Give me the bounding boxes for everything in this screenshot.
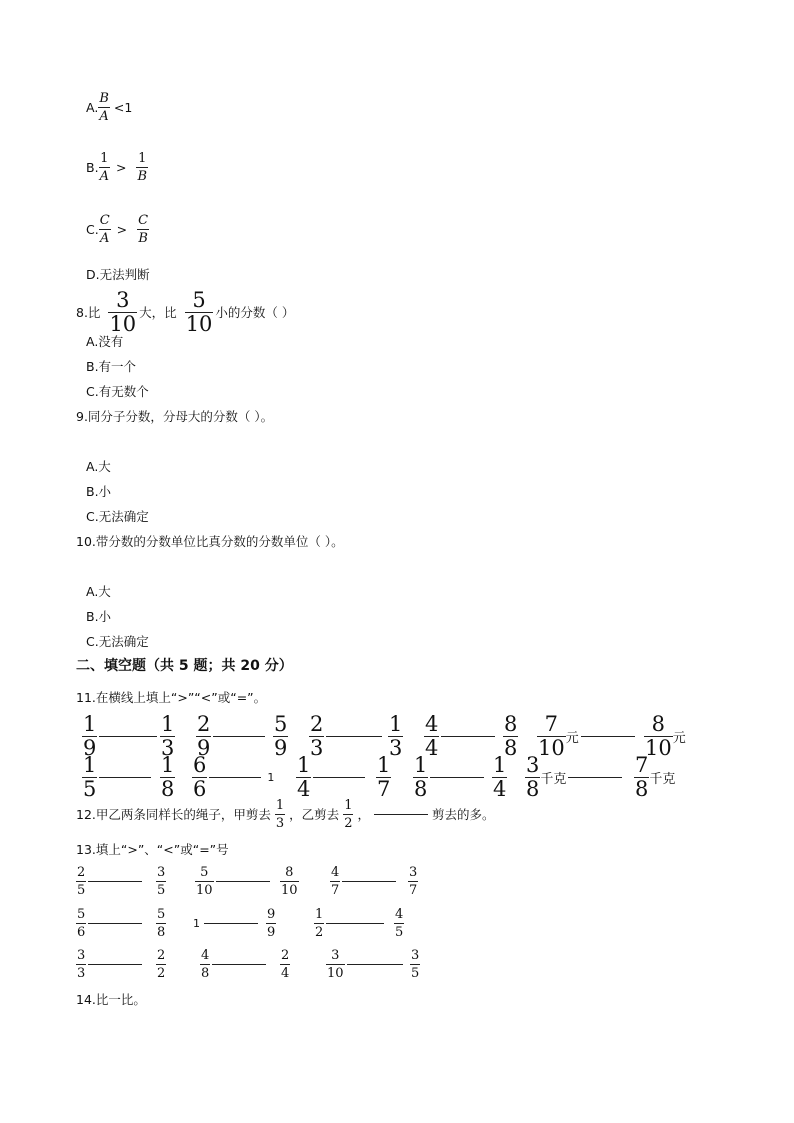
q11-item xyxy=(492,755,507,800)
fraction: $\frac{1}{2}$ xyxy=(315,907,324,940)
q14-stem: 14.比一比。 xyxy=(76,992,146,1007)
fraction: $\frac{1}{8}$ xyxy=(161,753,175,801)
answer-blank[interactable] xyxy=(374,814,428,815)
q9-option-b: B.小 xyxy=(86,484,112,499)
answer-blank[interactable] xyxy=(216,881,270,882)
fraction: $\frac{5}{8}$ xyxy=(157,907,166,940)
fraction: $\frac{7}{8}$ xyxy=(635,753,649,801)
fraction: $\frac{1}{4}$ xyxy=(297,753,311,801)
q11-item xyxy=(273,714,288,759)
fraction: $\frac{2}{4}$ xyxy=(281,948,290,981)
q13-item xyxy=(408,866,418,897)
q13-item xyxy=(76,866,142,897)
fraction: $\frac{1}{8}$ xyxy=(414,753,428,801)
fraction: $\frac{6}{6}$ xyxy=(193,753,207,801)
fraction: $\frac{4}{8}$ xyxy=(201,948,210,981)
q11-item xyxy=(196,714,265,759)
q11-item xyxy=(376,755,391,800)
q11-item: $\frac{3}{8}$ 千克 xyxy=(525,755,622,800)
q11-item xyxy=(413,755,484,800)
q11-item xyxy=(160,755,175,800)
fraction: $\frac{1}{3}$ xyxy=(389,712,403,760)
fraction: $\frac{1}{4}$ xyxy=(493,753,507,801)
q11-item xyxy=(388,714,403,759)
answer-blank[interactable] xyxy=(581,736,635,737)
answer-blank[interactable] xyxy=(88,923,142,924)
q10-option-a: A.大 xyxy=(86,584,111,599)
answer-blank[interactable] xyxy=(204,923,258,924)
q13-item xyxy=(200,949,266,980)
q8-stem: 8.比 $\frac{3}{10}$ 大，比 $\frac{5}{10}$ 小的分数（ ） xyxy=(76,288,295,336)
q8-option-b: B.有一个 xyxy=(86,359,137,374)
q11-item xyxy=(309,714,382,759)
q11-item xyxy=(296,755,365,800)
fraction: $\frac{4}{7}$ xyxy=(331,865,340,898)
fraction: $\frac{1}{9}$ xyxy=(83,712,97,760)
q13-item xyxy=(76,949,142,980)
fraction: $\frac{5}{10}$ xyxy=(196,865,213,898)
fraction: $\frac{2}{2}$ xyxy=(157,948,166,981)
answer-blank[interactable] xyxy=(342,881,396,882)
fraction: $\frac{8}{8}$ xyxy=(504,712,518,760)
fraction: $\frac{3}{5}$ xyxy=(157,865,166,898)
fraction: $\frac{3}{7}$ xyxy=(409,865,418,898)
fraction: $\frac{1}{3}$ xyxy=(161,712,175,760)
fraction: $\frac{C}{B}$ xyxy=(138,213,149,246)
answer-blank[interactable] xyxy=(347,964,403,965)
q11-item xyxy=(82,755,151,800)
q13-item xyxy=(76,908,142,939)
answer-blank[interactable] xyxy=(326,923,384,924)
fraction: $\frac{2}{9}$ xyxy=(197,712,211,760)
answer-blank[interactable] xyxy=(568,777,622,778)
answer-blank[interactable] xyxy=(430,777,484,778)
q10-option-b: B.小 xyxy=(86,609,112,624)
fraction: $\frac{1}{5}$ xyxy=(83,753,97,801)
q13-item xyxy=(156,866,166,897)
q13-item xyxy=(195,866,270,897)
q12-stem: 12.甲乙两条同样长的绳子，甲剪去 $\frac{1}{3}$ ，乙剪去 $\frac{1}{2}$ ， 剪去的多。 xyxy=(76,798,495,831)
q13-item xyxy=(156,908,166,939)
q9-option-c: C.无法确定 xyxy=(86,509,149,524)
q11-item: $\frac{8}{10}$ 元 xyxy=(645,712,686,760)
fraction: $\frac{5}{6}$ xyxy=(77,907,86,940)
fraction: $\frac{B}{A}$ xyxy=(99,91,109,124)
answer-blank[interactable] xyxy=(209,777,261,778)
q9-option-a: A.大 xyxy=(86,459,111,474)
q10-stem: 10.带分数的分数单位比真分数的分数单位（ ）。 xyxy=(76,534,344,549)
q7-option-a: A. $\frac{B}{A}$ <1 xyxy=(86,91,133,124)
answer-blank[interactable] xyxy=(88,964,142,965)
q8-option-c: C.有无数个 xyxy=(86,384,149,399)
q13-item xyxy=(280,866,299,897)
fraction: $\frac{3}{8}$ xyxy=(526,753,540,801)
fraction: $\frac{5}{10}$ xyxy=(185,288,213,336)
answer-blank[interactable] xyxy=(99,736,157,737)
fraction: $\frac{7}{10}$ xyxy=(538,712,565,760)
answer-blank[interactable] xyxy=(212,964,266,965)
answer-blank[interactable] xyxy=(99,777,151,778)
q13-item: 1 xyxy=(193,917,258,930)
q13-item xyxy=(314,908,384,939)
q13-stem: 13.填上“>”、“<”或“=”号 xyxy=(76,842,229,857)
answer-blank[interactable] xyxy=(441,736,495,737)
fraction: $\frac{1}{2}$ xyxy=(344,798,353,831)
fraction: $\frac{4}{4}$ xyxy=(425,712,439,760)
fraction: $\frac{3}{10}$ xyxy=(109,288,137,336)
q13-item xyxy=(280,949,290,980)
q13-item xyxy=(394,908,404,939)
q7-option-c: C. $\frac{C}{A}$ > $\frac{C}{B}$ xyxy=(86,213,149,246)
section-heading: 二、填空题（共 5 题；共 20 分） xyxy=(76,658,293,674)
fraction: $\frac{2}{3}$ xyxy=(310,712,324,760)
q8-option-a: A.没有 xyxy=(86,334,124,349)
fraction: $\frac{1}{3}$ xyxy=(275,798,285,831)
fraction: $\frac{1}{7}$ xyxy=(377,753,391,801)
q11-item: $\frac{7}{10}$ 元 xyxy=(537,714,635,759)
q7-option-d: D.无法判断 xyxy=(86,267,150,282)
q10-option-c: C.无法确定 xyxy=(86,634,149,649)
fraction: $\frac{4}{5}$ xyxy=(395,907,404,940)
q11-item: $\frac{6}{6}$ 1 xyxy=(193,753,275,801)
fraction: $\frac{2}{5}$ xyxy=(77,865,86,898)
answer-blank[interactable] xyxy=(88,881,142,882)
fraction: $\frac{9}{9}$ xyxy=(267,907,276,940)
q13-item xyxy=(330,866,396,897)
fraction: $\frac{3}{10}$ xyxy=(327,948,344,981)
fraction: $\frac{3}{3}$ xyxy=(77,948,86,981)
fraction: $\frac{1}{A}$ xyxy=(99,151,109,184)
answer-blank[interactable] xyxy=(313,777,365,778)
fraction: $\frac{8}{10}$ xyxy=(281,865,298,898)
fraction: $\frac{C}{A}$ xyxy=(99,213,110,246)
q13-item xyxy=(326,949,403,980)
fraction: $\frac{3}{5}$ xyxy=(411,948,420,981)
q9-stem: 9.同分子分数，分母大的分数（ ）。 xyxy=(76,409,274,424)
fraction: $\frac{5}{9}$ xyxy=(274,712,288,760)
fraction: $\frac{8}{10}$ xyxy=(645,712,672,760)
q11-item xyxy=(424,714,495,759)
q11-item: $\frac{7}{8}$ 千克 xyxy=(635,753,676,801)
answer-blank[interactable] xyxy=(213,736,265,737)
q11-stem: 11.在横线上填上“>”“<”或“=”。 xyxy=(76,690,267,705)
q7-option-b: B. $\frac{1}{A}$ > $\frac{1}{B}$ xyxy=(86,151,147,184)
fraction: $\frac{1}{B}$ xyxy=(137,151,147,184)
q13-item xyxy=(266,908,276,939)
q13-item xyxy=(156,949,166,980)
q13-item xyxy=(410,949,420,980)
answer-blank[interactable] xyxy=(326,736,382,737)
